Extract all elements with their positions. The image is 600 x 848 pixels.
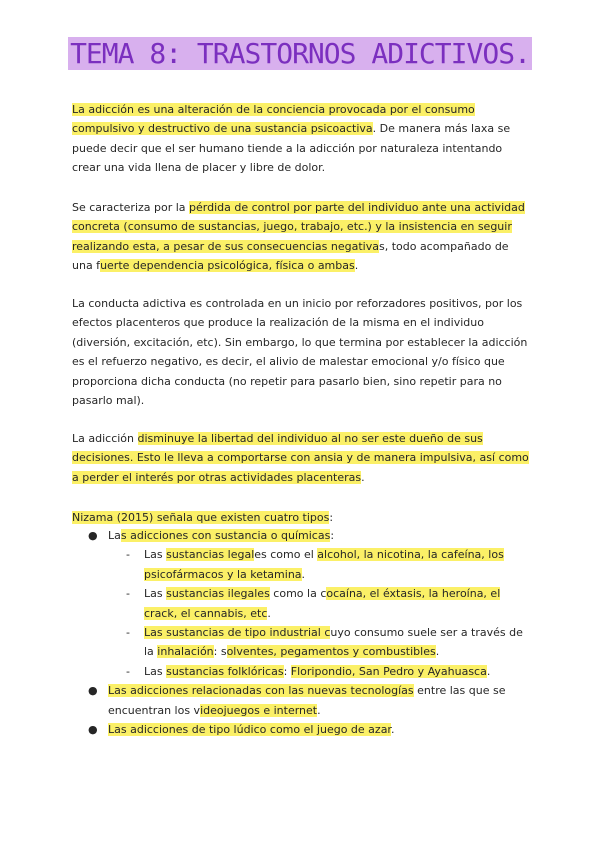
bullet-icon: ●	[88, 723, 98, 737]
highlight: s adicciones con sustancia o químicas	[120, 529, 331, 542]
paragraph-freedom: La adicción disminuye la libertad del individuo al no ser este dueño de sus decisiones. Esto le lleva a comportarse con ansia y de manera impulsiva, así como a perder el interés por otras actividades placenteras.	[72, 432, 529, 484]
highlight: disminuye la libertad del individuo al no ser este dueño de sus decisiones. Esto le lleva a comportarse con ansia y de manera impulsiva, así como a perder el interés por otras actividades placenteras	[72, 432, 529, 484]
highlight: olventes, pegamentos y combustibles	[226, 645, 436, 659]
paragraph-definition: La adicción es una alteración de la conciencia provocada por el consumo compulsivo y destructivo de una sustancia psicoactiva. De manera más laxa se puede decir que el ser humano tiende a la adicción por naturaleza intentando crear una vida llena de placer y libre de dolor.	[72, 103, 511, 175]
list-item: ● Las adicciones relacionadas con las nuevas tecnologías entre las que se encuentran los videojuegos e internet.	[72, 681, 532, 720]
highlight: Floripondio, San Pedro y Ayahuasca	[290, 664, 487, 678]
highlight: Las adicciones de tipo lúdico como el juego de azar	[108, 723, 391, 737]
paragraph-types-intro: Nizama (2015) señala que existen cuatro tipos:	[72, 511, 334, 524]
sublist-item: - Las sustancias de tipo industrial cuyo consumo suele ser a través de la inhalación: solventes, pegamentos y combustibles.	[108, 623, 532, 662]
highlight: inhalación	[157, 645, 214, 659]
highlight: ideojuegos e internet	[200, 703, 318, 717]
paragraph-characteristics: Se caracteriza por la pérdida de control por parte del individuo ante una actividad concreta (consumo de sustancias, juego, trabajo, etc.) y la insistencia en seguir realizando esta, a pesar de sus consecuencias negativas, todo acompañado de una fuerte dependencia psicológica, física o ambas.	[72, 201, 525, 273]
sublist-item: - Las sustancias legales como el alcohol, la nicotina, la cafeína, los psicofármacos y la ketamina.	[108, 545, 532, 584]
highlight: uerte dependencia psicológica, física o ambas	[100, 259, 355, 273]
list-item: ● Las adicciones con sustancia o químicas: - Las sustancias legales como el alcohol, la nicotina, la cafeína, los psicofármacos y la ketamina. - Las sustancias ilegales como la cocaína, el éxtasis, la heroína, el crack, el cannabis, etc. - Las sustancias de tipo industrial cuyo consumo suele ser a través de la inhalación: solventes, pegamentos y combustibles. - Las sustancias folklóricas: Floripondio, San Pedro y Ayahuasca.	[72, 526, 532, 681]
dash-icon: -	[126, 664, 130, 678]
sublist-item: - Las sustancias ilegales como la cocaína, el éxtasis, la heroína, el crack, el cannabis, etc.	[108, 584, 532, 623]
dash-icon: -	[126, 548, 130, 562]
highlight: Nizama (2015) señala que existen cuatro tipos	[72, 511, 330, 524]
bullet-icon: ●	[88, 529, 98, 542]
highlight: sustancias folklóricas	[166, 664, 284, 678]
highlight: La adicción es una alteración de la conciencia provocada por el consumo compulsivo y destructivo de una sustancia psicoactiva	[72, 103, 475, 136]
highlight: sustancias legal	[166, 548, 255, 562]
highlight: ocaína, el éxtasis, la heroína, el crack, el cannabis, etc	[144, 587, 501, 620]
page-title: TEMA 8: TRASTORNOS ADICTIVOS.	[70, 37, 530, 70]
paragraph-reinforcement: La conducta adictiva es controlada en un inicio por reforzadores positivos, por los efectos placenteros que produce la realización de la misma en el individuo (diversión, excitación, etc). Sin embargo, lo que termina por establecer la adicción es el refuerzo negativo, es decir, el alivio de malestar emocional y/o físico que proporciona dicha conducta (no repetir para pasarlo bien, sino repetir para no pasarlo mal).	[72, 297, 528, 408]
highlight: Las sustancias de tipo industrial c	[144, 626, 331, 640]
types-list	[72, 526, 532, 739]
highlight: sustancias ilegales	[166, 587, 270, 601]
highlight: pérdida de control por parte del individuo ante una actividad concreta (consumo de sustancias, juego, trabajo, etc.) y la insistencia en seguir realizando esta, a pesar de sus consecuencias negativa	[72, 201, 525, 253]
dash-icon: -	[126, 626, 130, 640]
bullet-icon: ●	[88, 684, 98, 698]
highlight: Las adicciones relacionadas con las nuevas tecnologías	[108, 684, 414, 698]
dash-icon: -	[126, 587, 130, 601]
sublist-item: - Las sustancias folklóricas: Floripondio, San Pedro y Ayahuasca.	[108, 662, 532, 681]
highlight: alcohol, la nicotina, la cafeína, los psicofármacos y la ketamina	[144, 548, 504, 581]
substances-sublist	[108, 545, 532, 681]
list-item: ● Las adicciones de tipo lúdico como el juego de azar.	[72, 720, 532, 739]
